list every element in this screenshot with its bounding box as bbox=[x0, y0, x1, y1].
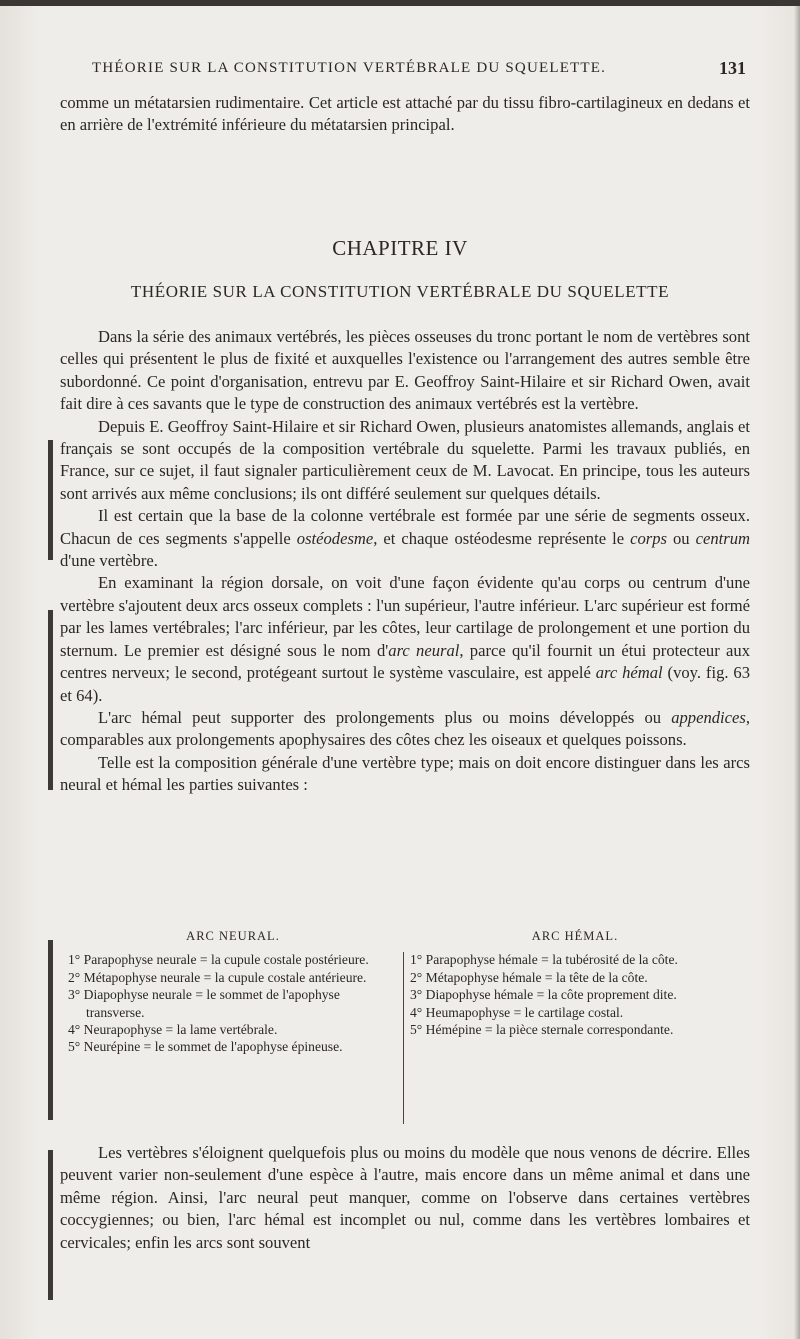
running-head bbox=[92, 60, 746, 77]
term-centrum: centrum bbox=[695, 528, 750, 548]
chapter-body bbox=[60, 326, 750, 797]
paragraph-3-part-b: , et chaque ostéodesme représente le bbox=[373, 528, 631, 548]
arc-hemal-item: 3° Diapophyse hémale = la côte proprement dite. bbox=[410, 987, 677, 1003]
scan-shadow-mark bbox=[48, 1150, 53, 1300]
term-appendices: appendices bbox=[671, 707, 746, 727]
arc-neural-item: 4° Neurapophyse = la lame vertébrale. bbox=[68, 1022, 278, 1038]
term-corps: corps bbox=[630, 528, 667, 548]
arc-neural-item: 1° Parapophyse neurale = la cupule costale postérieure. bbox=[68, 952, 369, 968]
closing-paragraph: Les vertèbres s'éloignent quelquefois plus ou moins du modèle que nous venons de décrire. Elles peuvent varier non-seulement d'une espèce à l'autre, mais encore dans un même animal et dans une même région. Ainsi, l'arc neural peut manquer, comme on l'observe dans certaines vertèbres coccygiennes; ou bien, l'arc hémal est incomplet ou nul, comme dans les vertèbres lombaires et cervicales; enfin les arcs sont souvent bbox=[60, 1143, 750, 1252]
paragraph-4-part-c: (voy. fig. 63 et 64). bbox=[60, 663, 750, 705]
opening-paragraph bbox=[60, 92, 750, 137]
paragraph-6: Telle est la composition générale d'une vertèbre type; mais on doit encore distinguer dans les arcs neural et hémal les parties suivantes : bbox=[60, 752, 750, 795]
paragraph-3-part-c: ou bbox=[666, 528, 696, 548]
paragraph-4 bbox=[60, 572, 750, 706]
paragraph-3-part-d: d'une vertèbre. bbox=[60, 551, 158, 571]
arc-hemal-heading: ARC HÉMAL. bbox=[531, 929, 619, 943]
arc-neural-item: 2° Métapophyse neurale = la cupule costale antérieure. bbox=[68, 969, 367, 985]
paragraph-3 bbox=[60, 505, 750, 572]
arc-neural-item: 3° Diapophyse neurale = le sommet de l'apophyse transverse. bbox=[68, 987, 340, 1020]
paragraph-5 bbox=[60, 707, 750, 752]
arc-neural-heading: ARC NEURAL. bbox=[186, 929, 280, 943]
arc-neural-column bbox=[68, 928, 398, 1056]
paragraph-4-part-a: En examinant la région dorsale, on voit d'une façon évidente qu'au corps ou centrum d'une vertèbre s'ajoutent deux arcs osseux complets : l'un supérieur, l'autre inférieur. L'arc supérieur est formé par les lames vertébrales; l'arc inférieur, par les côtes, leur cartilage de prolongement et une portion du sternum. Le premier est désigné sous le nom d' bbox=[60, 573, 750, 660]
arc-hemal-item: 2° Métapophyse hémale = la tête de la côte. bbox=[410, 969, 648, 985]
running-head-title: THÉORIE SUR LA CONSTITUTION VERTÉBRALE DU SQUELETTE. bbox=[92, 60, 607, 76]
paragraph-5-part-b: , comparables aux prolongements apophysaires des côtes chez les oiseaux et quelques poissons. bbox=[60, 707, 750, 750]
paragraph-5-part-a: L'arc hémal peut supporter des prolongements plus ou moins développés ou bbox=[98, 707, 672, 727]
scan-shadow-mark bbox=[48, 610, 53, 790]
scan-shadow-mark bbox=[48, 940, 53, 1120]
arc-hemal-item: 5° Hémépine = la pièce sternale correspondante. bbox=[410, 1022, 674, 1038]
arc-hemal-column bbox=[410, 928, 740, 1038]
chapter-number: CHAPITRE IV bbox=[332, 236, 468, 260]
closing-section bbox=[60, 1142, 750, 1254]
scan-shadow-mark bbox=[48, 440, 53, 560]
page-number: 131 bbox=[719, 58, 746, 78]
term-arc-hemal: arc hémal bbox=[595, 663, 663, 683]
paragraph-3-part-a: Il est certain que la base de la colonne vertébrale est formée par une série de segments osseux. Chacun de ces segments s'appelle bbox=[60, 506, 750, 548]
arc-hemal-item: 4° Heumapophyse = le cartilage costal. bbox=[410, 1004, 624, 1020]
arc-hemal-item: 1° Parapophyse hémale = la tubérosité de la côte. bbox=[410, 952, 678, 968]
chapter-title: THÉORIE SUR LA CONSTITUTION VERTÉBRALE DU SQUELETTE bbox=[130, 282, 670, 301]
paragraph-4-part-b: , parce qu'il fournit un étui protecteur aux centres nerveux; le second, protégeant surtout le système vasculaire, est appelé bbox=[60, 640, 750, 683]
arc-neural-item: 5° Neurépine = le sommet de l'apophyse épineuse. bbox=[68, 1039, 343, 1055]
page-right-edge bbox=[794, 0, 800, 1339]
page-top-edge bbox=[0, 0, 800, 6]
term-osteodesme: ostéodesme bbox=[296, 528, 374, 548]
arc-comparison-table bbox=[60, 928, 750, 1123]
opening-paragraph-text: comme un métatarsien rudimentaire. Cet article est attaché par du tissu fibro-cartilagineux en dedans et en arrière de l'extrémité inférieure du métatarsien principal. bbox=[60, 93, 750, 135]
paragraph-1: Dans la série des animaux vertébrés, les pièces osseuses du tronc portant le nom de vertèbres sont celles qui présentent le plus de fixité et auxquelles l'existence ou l'arrangement des autres semble être subordonné. Ce point d'organisation, entrevu par E. Geoffroy Saint-Hilaire et sir Richard Owen, avait fait dire à ces savants que le type de construction des animaux vertébrés est la vertèbre. bbox=[60, 327, 750, 414]
column-divider bbox=[403, 952, 404, 1124]
paragraph-2: Depuis E. Geoffroy Saint-Hilaire et sir Richard Owen, plusieurs anatomistes allemands, anglais et français se sont occupés de la composition vertébrale du squelette. Parmi les travaux publiés, en France, sur ce sujet, il faut signaler particulièrement ceux de M. Lavocat. En principe, tous les auteurs sont arrivés aux même conclusions; ils ont différé seulement sur quelques détails. bbox=[60, 416, 750, 503]
term-arc-neural: arc neural bbox=[388, 640, 460, 660]
